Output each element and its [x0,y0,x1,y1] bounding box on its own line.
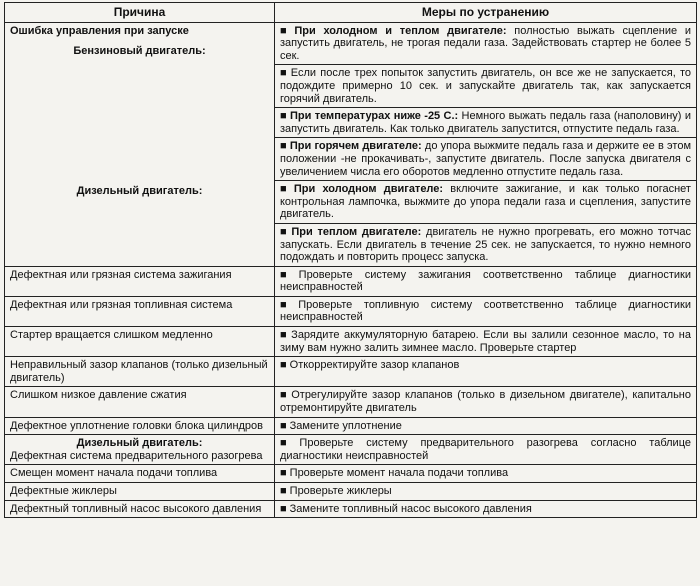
header-cause: Причина [5,3,275,23]
remedy-text: Если после трех попыток запустить двигатель, он все же не запускается, то подождите примерно 10 сек. и запускайте двигатель так, как запускается горячий двигатель. [280,67,691,105]
remedy-cell [275,357,697,387]
remedy-cell [275,138,697,181]
bullet-icon: ■ [280,359,287,372]
table-row [5,296,697,326]
table-row [5,483,697,501]
cause-cell: Дефектный топливный насос высокого давления [5,500,275,518]
remedy-cell [275,223,697,266]
cause-cell: Дефектная или грязная система зажигания [5,266,275,296]
table-row [5,417,697,435]
remedy-text: включите зажигание, и как только погаснет контрольная лампочка, выжмите до упора педали газа и сцепления, запустите двигатель. [280,183,691,221]
header-row [5,3,697,23]
bullet-icon: ■ [280,225,289,238]
remedy-cell [275,65,697,108]
start-error-title: Ошибка управления при запуске [10,24,189,37]
table-row [5,387,697,417]
bullet-icon: ■ [280,389,289,402]
remedy-cell [275,435,697,465]
table-row [5,500,697,518]
cause-cell: Смещен момент начала подачи топлива [5,465,275,483]
remedy-lead: При холодном двигателе: [293,183,444,196]
remedy-lead: При теплом двигателе: [291,225,422,238]
cause-cell: Неправильный зазор клапанов (только дизельный двигатель) [5,357,275,387]
remedy-cell [275,483,697,501]
remedy-text: Проверьте жиклеры [289,485,392,497]
remedy-text: Отрегулируйте зазор клапанов (только в дизельном двигателе), капитально отремонтируйте двигатель [280,389,691,415]
bullet-icon: ■ [280,110,287,123]
start-error-cause-diesel [5,181,275,267]
remedy-cell [275,108,697,138]
cause-cell: Дефектная или грязная топливная система [5,296,275,326]
bullet-icon: ■ [280,298,296,311]
table-row [5,327,697,357]
table-row [5,465,697,483]
bullet-icon: ■ [280,419,287,432]
bullet-icon: ■ [280,140,287,153]
bullet-icon: ■ [280,268,296,281]
remedy-text: Замените топливный насос высокого давления [289,502,532,515]
table-row [5,266,697,296]
bullet-icon: ■ [280,183,291,196]
remedy-text: двигатель не нужно прогревать, его можно тотчас запускать. Если двигатель в течение 25 сек. не запускается, то нужно немного подождать и повторить процесс запуска. [280,225,691,264]
remedy-cell [275,387,697,417]
remedy-text: Проверьте систему зажигания соответственно таблице диагностики неисправностей [280,268,691,294]
cause-cell: Дефектные жиклеры [5,483,275,501]
bullet-icon: ■ [280,329,289,342]
bullet-icon: ■ [280,467,287,480]
petrol-engine-label: Бензиновый двигатель: [73,45,206,58]
remedy-cell [275,500,697,518]
remedy-text: полностью выжать сцепление и запустить двигатель, не трогая педали газа. Задействовать стартер не более 5 сек. [280,24,691,62]
remedy-cell [275,266,697,296]
remedy-lead: При горячем двигателе: [289,140,422,153]
cause-cell: Дефектное уплотнение головки блока цилиндров [5,417,275,435]
remedy-cell [275,327,697,357]
remedy-cell [275,181,697,224]
bullet-icon: ■ [280,67,288,80]
remedy-text: Замените уплотнение [289,419,402,432]
remedy-lead: При температурах ниже -25 С.: [289,110,459,123]
remedy-text: до упора выжмите педаль газа и держите ее в этом положении -не прокачивать-, запустите двигатель. После запуска двигателя с увеличением числа его оборотов медленно отпустите педаль газа. [280,140,692,178]
remedy-text: Откорректируйте зазор клапанов [289,359,460,372]
diesel-preheat-cause: Дефектная система предварительного разогрева [10,449,263,462]
bullet-icon: ■ [280,502,287,515]
troubleshooting-table [4,2,697,518]
start-error-cause-petrol [5,22,275,181]
remedy-text: Проверьте топливную систему соответственно таблице диагностики неисправностей [280,298,691,324]
table-row [5,357,697,387]
remedy-cell [275,465,697,483]
cause-cell: Слишком низкое давление сжатия [5,387,275,417]
remedy-text: Проверьте систему предварительного разогрева согласно таблице диагностики неисправностей [280,437,691,462]
cause-cell: Стартер вращается слишком медленно [5,327,275,357]
remedy-cell [275,417,697,435]
bullet-icon: ■ [280,485,287,497]
diesel-engine-label: Дизельный двигатель: [76,184,203,197]
header-remedy: Меры по устранению [275,3,697,23]
remedy-lead: При холодном и теплом двигателе: [294,24,507,37]
remedy-cell [275,296,697,326]
remedy-cell [275,22,697,65]
bullet-icon: ■ [280,437,297,450]
remedy-text: Зарядите аккумуляторную батарею. Если вы залили сезонное масло, то на зиму вам нужно залить зимнее масло. Проверьте стартер [280,329,691,354]
bullet-icon: ■ [280,24,292,37]
diesel-preheat-label: Дизельный двигатель: [76,437,203,450]
start-error-row-1 [5,22,697,65]
table-row [5,435,697,465]
cause-cell [5,435,275,465]
start-error-row-5 [5,181,697,224]
remedy-text: Немного выжать педаль газа (наполовину) и запустить двигатель. Как только двигатель запустится, отпустите педаль газа. [280,110,691,135]
remedy-text: Проверьте момент начала подачи топлива [289,467,509,480]
